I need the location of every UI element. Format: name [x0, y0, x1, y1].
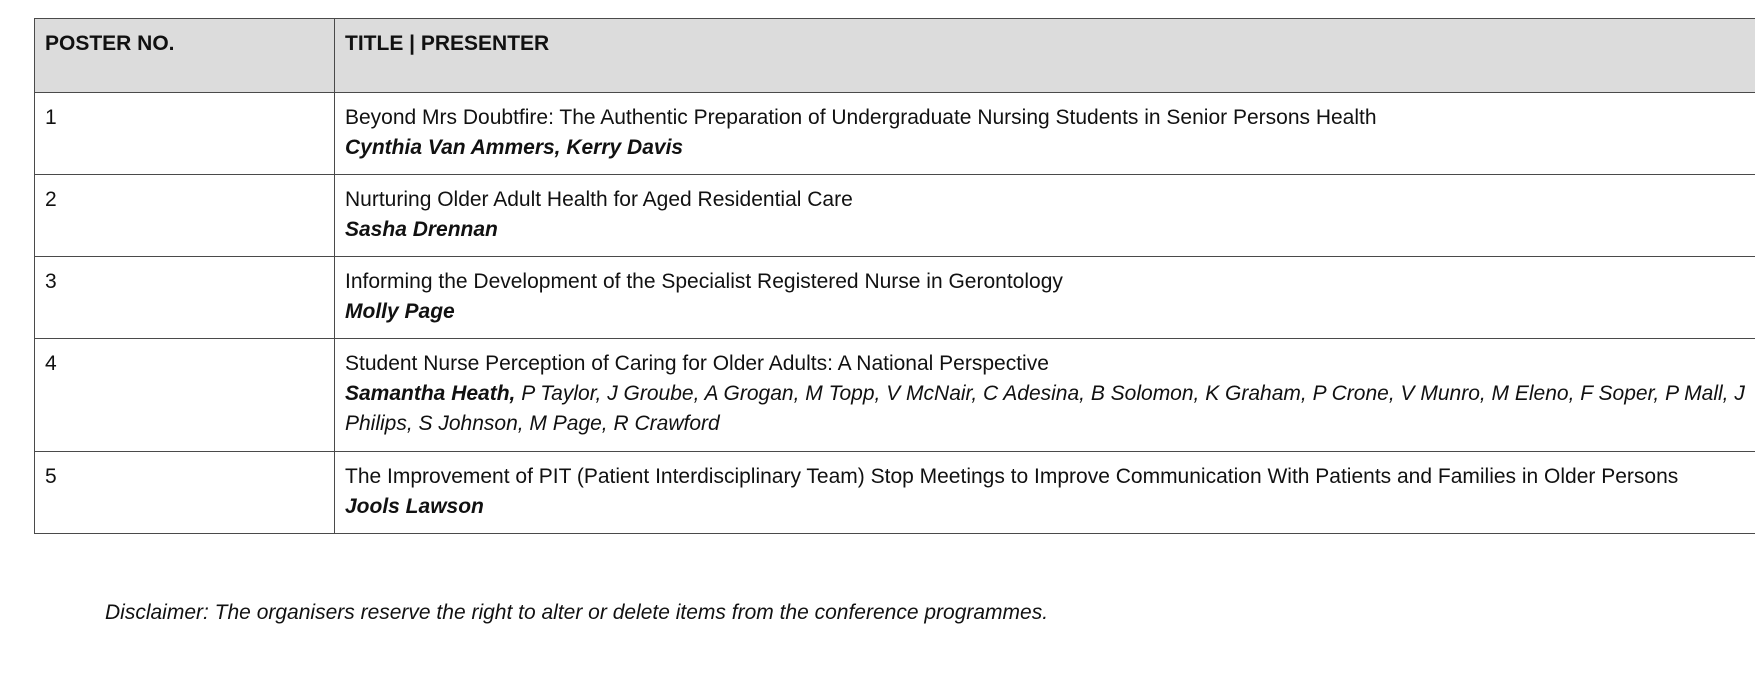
table-row — [35, 257, 1755, 339]
poster-title: Beyond Mrs Doubtfire: The Authentic Preparation of Undergraduate Nursing Students in Senior Persons Health — [345, 106, 1377, 129]
poster-number: 2 — [35, 175, 335, 257]
poster-presenters — [345, 215, 1755, 245]
poster-presenters — [345, 297, 1755, 327]
table-row — [35, 175, 1755, 257]
lead-presenter: Samantha Heath, — [345, 382, 516, 405]
poster-presenters — [345, 133, 1755, 163]
poster-cell — [335, 175, 1755, 257]
disclaimer-text: Disclaimer: The organisers reserve the right to alter or delete items from the conference programmes. — [105, 601, 1049, 624]
lead-presenter: Cynthia Van Ammers, Kerry Davis — [345, 136, 684, 159]
poster-number: 4 — [35, 339, 335, 452]
table-row — [35, 93, 1755, 175]
poster-presenters — [345, 379, 1755, 439]
table-row — [35, 339, 1755, 452]
poster-title: Informing the Development of the Specialist Registered Nurse in Gerontology — [345, 270, 1063, 293]
header-poster-no: POSTER NO. — [35, 19, 335, 93]
lead-presenter: Molly Page — [345, 300, 455, 323]
poster-table — [34, 18, 1755, 534]
poster-cell — [335, 93, 1755, 175]
table-row — [35, 452, 1755, 534]
poster-title: Student Nurse Perception of Caring for Older Adults: A National Perspective — [345, 352, 1049, 375]
poster-title: The Improvement of PIT (Patient Interdisciplinary Team) Stop Meetings to Improve Communication With Patients and Families in Older Persons — [345, 465, 1679, 488]
poster-cell — [335, 452, 1755, 534]
poster-title: Nurturing Older Adult Health for Aged Residential Care — [345, 188, 853, 211]
poster-number: 5 — [35, 452, 335, 534]
poster-number: 3 — [35, 257, 335, 339]
header-title-presenter: TITLE | PRESENTER — [335, 19, 1755, 93]
co-presenters: P Taylor, J Groube, A Grogan, M Topp, V McNair, C Adesina, B Solomon, K Graham, P Crone, V Munro, M Eleno, F Soper, P Mall, J Philips, S Johnson, M Page, R Crawford — [345, 382, 1745, 435]
lead-presenter: Sasha Drennan — [345, 218, 498, 241]
poster-presenters — [345, 492, 1755, 522]
poster-cell — [335, 339, 1755, 452]
poster-cell — [335, 257, 1755, 339]
poster-number: 1 — [35, 93, 335, 175]
table-header-row — [35, 19, 1755, 93]
lead-presenter: Jools Lawson — [345, 495, 484, 518]
